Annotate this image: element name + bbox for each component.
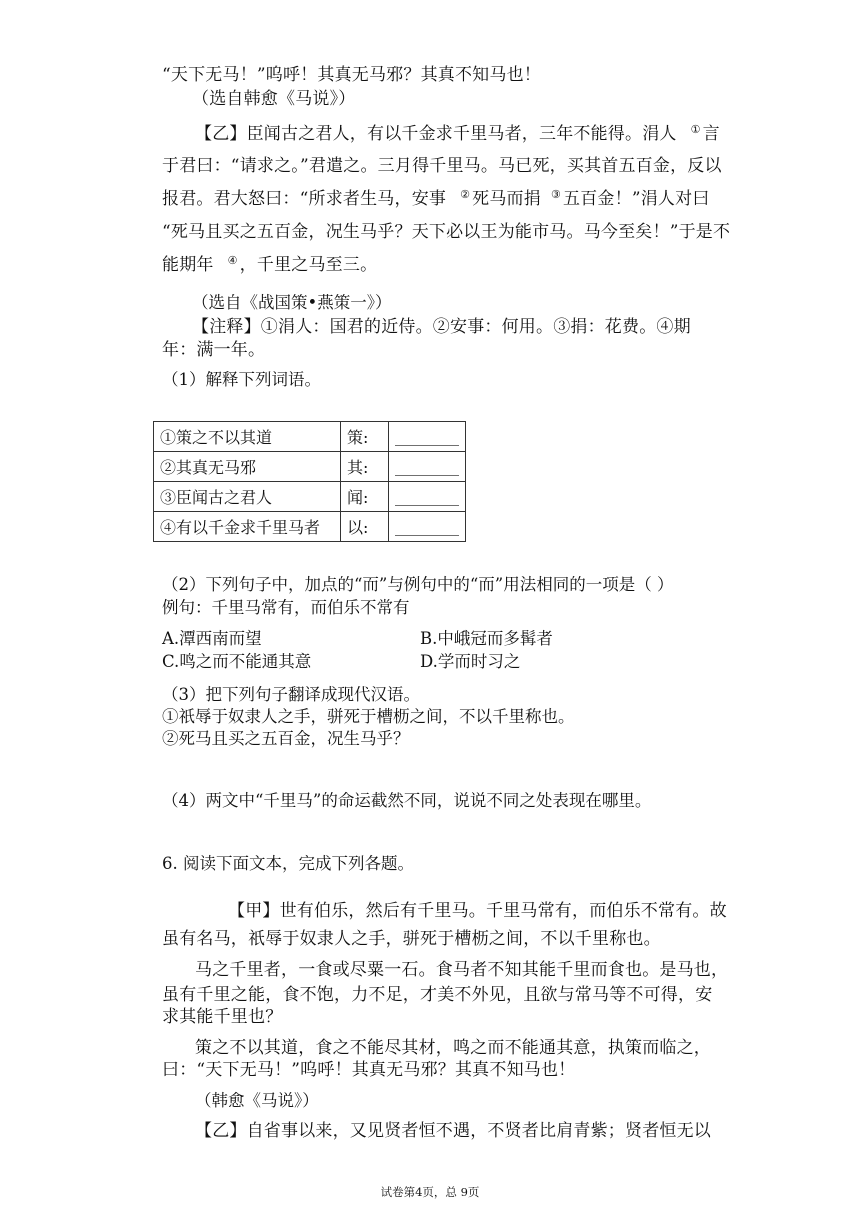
table-row (154, 452, 466, 482)
question-1-title: （1）解释下列词语。 (162, 370, 321, 389)
word-cell: 闻: (341, 482, 389, 512)
phrase-cell: ①策之不以其道 (154, 422, 341, 452)
answer-blank[interactable]: ________ (389, 452, 466, 482)
passage-line: “天下无马！”呜呼！其真无马邪？其真不知马也！ (162, 65, 541, 85)
jia-passage-line: 虽有名马，祇辱于奴隶人之手，骈死于槽枥之间，不以千里称也。 (162, 929, 661, 949)
table-row (154, 422, 466, 452)
yi-passage-line: “死马且买之五百金，况生马乎？天下必以王为能市马。马今至矣！”于是不 (162, 222, 731, 242)
option-b[interactable]: B.中峨冠而多髯者 (420, 629, 553, 648)
note-mark: ① (690, 123, 701, 136)
answer-blank[interactable]: ________ (389, 482, 466, 512)
jia-passage-line: 马之千里者，一食或尽粟一石。食马者不知其能千里而食也。是马也， (195, 960, 729, 980)
answer-blank[interactable]: ________ (389, 422, 466, 452)
text: 五百金！”涓人对曰 (563, 189, 710, 209)
option-a[interactable]: A.潭西南而望 (162, 629, 262, 648)
yi-passage-line (162, 254, 377, 278)
yi-passage-line: 【乙】自省事以来，又见贤者恒不遇，不贤者比肩青紫；贤者恒无以 (195, 1121, 711, 1141)
phrase-cell: ②其真无马邪 (154, 452, 341, 482)
note-mark: ④ (227, 254, 238, 267)
note-mark: ② (460, 188, 471, 201)
text: 【乙】臣闻古之君人，有以千金求千里马者，三年不能得。涓人 (195, 124, 677, 144)
translation-sentence: ①祇辱于奴隶人之手，骈死于槽枥之间，不以千里称也。 (162, 707, 575, 726)
note-mark: ③ (550, 188, 562, 201)
jia-passage-line: 策之不以其道，食之不能尽其材，鸣之而不能通其意，执策而临之， (195, 1038, 711, 1058)
text: 报君。君大怒曰：“所求者生马，安事 (162, 189, 447, 209)
source: （韩愈《马说》） (195, 1091, 319, 1110)
answer-blank[interactable]: ________ (389, 512, 466, 542)
jia-passage-line: 求其能千里也？ (162, 1007, 283, 1027)
jia-passage-line: 虽有千里之能，食不饱，力不足，才美不外见，且欲与常马等不可得，安 (162, 985, 713, 1005)
page-footer: 试卷第4页，总 9页 (380, 1185, 480, 1199)
table-row (154, 512, 466, 542)
translation-sentence: ②死马且买之五百金，况生马乎？ (162, 729, 410, 748)
question-6-title: 6. 阅读下面文本，完成下列各题。 (162, 854, 414, 873)
word-cell: 以: (341, 512, 389, 542)
word-cell: 其: (341, 452, 389, 482)
phrase-cell: ③臣闻古之君人 (154, 482, 341, 512)
source: （选自《战国策•燕策一》） (192, 293, 392, 312)
source: （选自韩愈《马说》） (192, 89, 356, 109)
word-cell: 策: (341, 422, 389, 452)
option-d[interactable]: D.学而时习之 (420, 652, 521, 671)
example-sentence: 例句：千里马常有，而伯乐不常有 (162, 598, 410, 617)
question-4-title: （4）两文中“千里马”的命运截然不同，说说不同之处表现在哪里。 (162, 791, 652, 810)
text: ，千里之马至三。 (239, 255, 378, 275)
phrase-cell: ④有以千金求千里马者 (154, 512, 341, 542)
question-2-title: （2）下列句子中，加点的“而”与例句中的“而”用法相同的一项是（ ） (162, 575, 674, 594)
question-3-title: （3）把下列句子翻译成现代汉语。 (162, 685, 420, 704)
text: 言 (702, 124, 720, 144)
yi-passage-line (162, 188, 710, 212)
yi-passage-line: 于君曰：“请求之。”君遣之。三月得千里马。马已死，买其首五百金，反以 (162, 156, 722, 176)
jia-passage-line: 曰：“天下无马！”呜呼！其真无马邪？其真不知马也！ (162, 1060, 576, 1080)
notes-line: 【注释】①涓人：国君的近侍。②安事：何用。③捐：花费。④期 (192, 317, 691, 337)
yi-passage-line (195, 123, 720, 147)
notes-line: 年：满一年。 (162, 340, 266, 360)
table-row (154, 482, 466, 512)
text: 能期年 (162, 255, 214, 275)
vocab-table (153, 421, 466, 542)
jia-passage-line: 【甲】世有伯乐，然后有千里马。千里马常有，而伯乐不常有。故 (228, 901, 727, 921)
text: 死马而捐 (472, 189, 541, 209)
option-c[interactable]: C.鸣之而不能通其意 (162, 652, 312, 671)
